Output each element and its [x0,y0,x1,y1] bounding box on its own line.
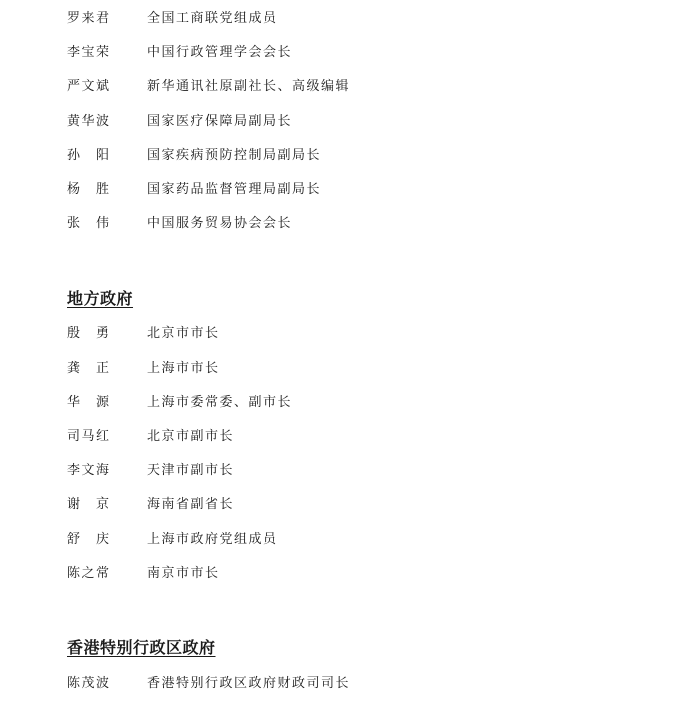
list-item [0,674,693,694]
person-title: 北京市市长 [147,326,220,341]
list-item [0,564,693,584]
section-heading-local-government: 地方政府 [67,289,134,308]
person-title: 南京市市长 [147,566,220,581]
person-title: 天津市副市长 [147,463,235,478]
list-item [0,461,693,481]
person-name: 严文斌 [67,79,111,94]
person-name: 陈茂波 [67,676,111,691]
person-title: 中国服务贸易协会会长 [147,216,293,231]
person-title: 国家药品监督管理局副局长 [147,182,322,197]
section-heading-hksar-government: 香港特别行政区政府 [67,638,216,657]
list-item [0,495,693,515]
person-name: 龚 正 [67,361,111,376]
person-name: 殷 勇 [67,326,111,341]
person-name: 舒 庆 [67,532,111,547]
person-title: 国家医疗保障局副局长 [147,114,293,129]
list-item [0,9,693,29]
person-title: 北京市副市长 [147,429,235,444]
person-name: 罗来君 [67,11,111,26]
person-title: 全国工商联党组成员 [147,11,278,26]
person-title: 中国行政管理学会会长 [147,45,293,60]
person-name: 黄华波 [67,114,111,129]
person-title: 上海市委常委、副市长 [147,395,293,410]
person-name: 司马红 [67,429,111,444]
person-title: 国家疾病预防控制局副局长 [147,148,322,163]
person-name: 张 伟 [67,216,111,231]
person-title: 海南省副省长 [147,497,235,512]
person-name: 李文海 [67,463,111,478]
list-item [0,214,693,234]
list-item [0,427,693,447]
list-item [0,112,693,132]
list-item [0,393,693,413]
person-title: 上海市政府党组成员 [147,532,278,547]
list-item [0,359,693,379]
list-item [0,77,693,97]
person-title: 新华通讯社原副社长、高级编辑 [147,79,351,94]
list-item [0,43,693,63]
list-item [0,324,693,344]
person-name: 李宝荣 [67,45,111,60]
list-item [0,530,693,550]
person-name: 杨 胜 [67,182,111,197]
person-title: 香港特别行政区政府财政司司长 [147,676,351,691]
person-name: 谢 京 [67,497,111,512]
person-title: 上海市市长 [147,361,220,376]
person-name: 陈之常 [67,566,111,581]
list-item [0,180,693,200]
person-name: 孙 阳 [67,148,111,163]
list-item [0,146,693,166]
person-name: 华 源 [67,395,111,410]
